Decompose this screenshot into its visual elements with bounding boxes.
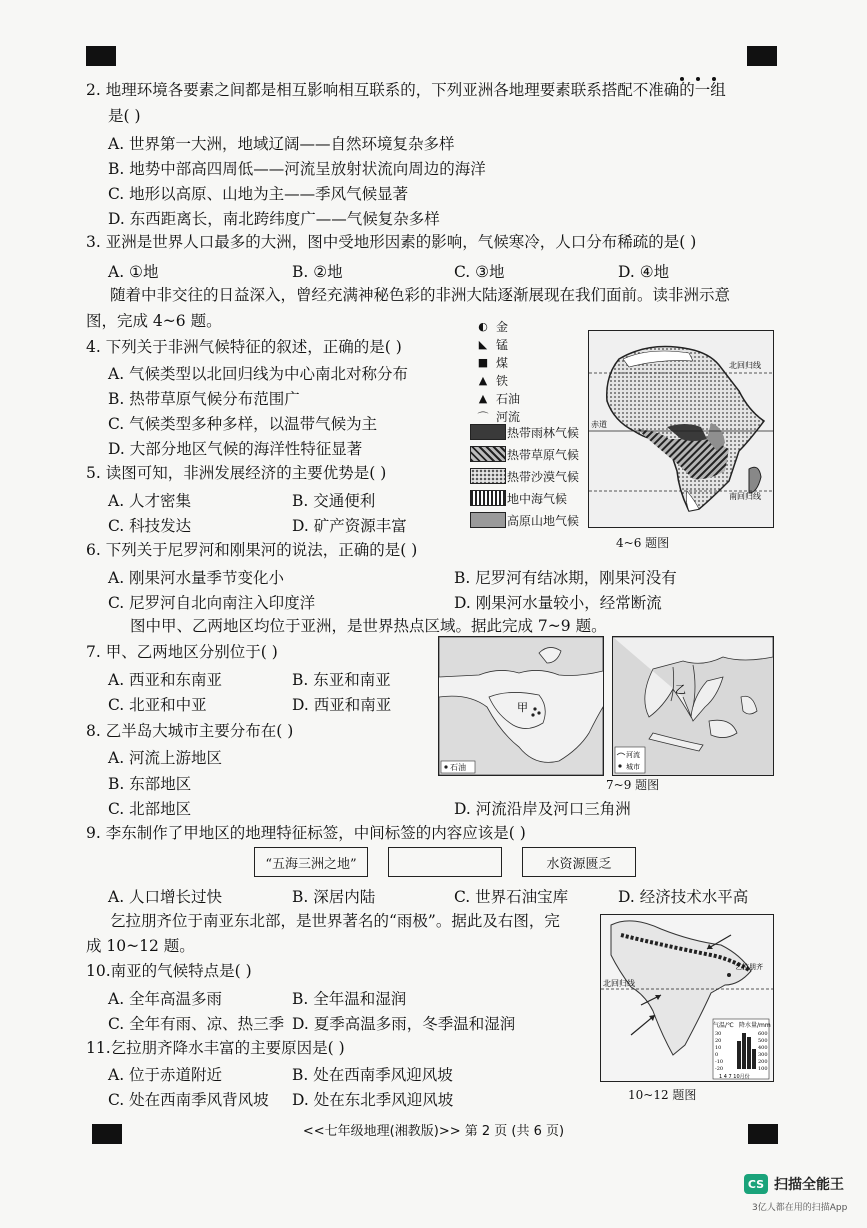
map-region-yi [612, 636, 774, 776]
chart-tick-left: 20 [715, 1038, 722, 1044]
fig-10-12-caption: 10~12 题图 [628, 1088, 697, 1102]
q3-option-a[interactable]: A. ①地 [108, 263, 159, 281]
north-tropic-label: 北回归线 [729, 361, 761, 370]
equator-label: 赤道 [591, 420, 607, 429]
q9-tag-middle-blank[interactable] [388, 847, 502, 877]
q2-option-a[interactable]: A. 世界第一大洲，地域辽阔——自然环境复杂多样 [108, 135, 455, 153]
city-legend-icon [618, 764, 621, 767]
northern-land [439, 637, 603, 677]
manganese-icon: ◣ [478, 338, 488, 351]
q9-option-a[interactable]: A. 人口增长过快 [108, 888, 223, 906]
legend-label-desert: 热带沙漠气候 [507, 470, 580, 484]
brand-name: 扫描全能王 [774, 1177, 844, 1193]
city-legend-label: 城市 [626, 763, 640, 771]
brand-logo-icon: CS [744, 1174, 768, 1194]
intro-10-12-line1: 乞拉朋齐位于南亚东北部，是世界著名的“雨极”。据此及右图，完 [110, 912, 560, 930]
chart-tick-right: 200 [758, 1059, 768, 1065]
q6-option-b[interactable]: B. 尼罗河有结冰期，刚果河没有 [454, 569, 677, 587]
q11-option-a[interactable]: A. 位于赤道附近 [108, 1066, 223, 1084]
oil-icon: ▲ [478, 392, 488, 405]
river-icon: ⌒ [477, 410, 489, 424]
q11-option-b[interactable]: B. 处在西南季风迎风坡 [292, 1066, 453, 1084]
rain-bar [737, 1041, 741, 1069]
q11-option-c[interactable]: C. 处在西南季风背风坡 [108, 1091, 269, 1109]
q9-option-d[interactable]: D. 经济技术水平高 [618, 888, 749, 906]
intro-10-12-line2: 成 10~12 题。 [86, 937, 195, 955]
q7-option-c[interactable]: C. 北亚和中亚 [108, 696, 207, 714]
legend-swatch-desert [470, 468, 506, 484]
chart-months-label: 1 4 7 10月份 [719, 1074, 750, 1080]
q5-option-a[interactable]: A. 人才密集 [108, 492, 192, 510]
q3-option-b[interactable]: B. ②地 [292, 263, 343, 281]
q2-stem-line1 [86, 80, 726, 100]
q3-option-c[interactable]: C. ③地 [454, 263, 505, 281]
q9-tag-left: “五海三洲之地” [254, 847, 368, 877]
q7-option-b[interactable]: B. 东亚和南亚 [292, 671, 391, 689]
q10-option-a[interactable]: A. 全年高温多雨 [108, 990, 223, 1008]
chart-tick-left: 30 [715, 1031, 722, 1037]
map-region-yi-drawing [613, 637, 773, 775]
chart-tick-right: 500 [758, 1038, 768, 1044]
oil-legend-icon [444, 765, 447, 768]
map-region-jia-drawing [439, 637, 603, 775]
chart-tick-right: 400 [758, 1045, 768, 1051]
chart-tick-left: -10 [715, 1059, 724, 1065]
corner-mark-top-right [747, 46, 777, 66]
island-borneo [709, 720, 737, 737]
legend-swatch-savanna [470, 446, 506, 462]
q2-option-d[interactable]: D. 东西距离长，南北跨纬度广——气候复杂多样 [108, 210, 440, 228]
legend-coal: ■ 煤 [477, 356, 509, 370]
intro-4-6-line1: 随着中非交往的日益深入，曾经充满神秘色彩的非洲大陆逐渐展现在我们面前。读非洲示意 [110, 286, 731, 304]
island-sumatra [649, 733, 703, 751]
q2-option-b[interactable]: B. 地势中部高四周低——河流呈放射状流向周边的海洋 [108, 160, 486, 178]
rain-bar [742, 1033, 746, 1069]
island-philippines [741, 696, 757, 714]
chart-rain-label: 降水量/mm [739, 1022, 771, 1029]
q9-option-c[interactable]: C. 世界石油宝库 [454, 888, 569, 906]
fig-7-9-caption: 7~9 题图 [606, 778, 660, 792]
q5-option-c[interactable]: C. 科技发达 [108, 517, 192, 535]
q8-stem: 8. 乙半岛大城市主要分布在( ) [86, 722, 294, 740]
q10-option-c[interactable]: C. 全年有雨、凉、热三季 [108, 1015, 285, 1033]
madagascar [749, 467, 761, 493]
brand-tagline: 3亿人都在用的扫描App [752, 1203, 848, 1213]
q2-stem-text: 2. 地理环境各要素之间都是相互影响相互联系的，下列亚洲各地理要素联系搭配 [86, 81, 633, 99]
q6-option-c[interactable]: C. 尼罗河自北向南注入印度洋 [108, 594, 316, 612]
legend-label-highland: 高原山地气候 [507, 514, 580, 528]
oil-legend-label: 石油 [450, 763, 466, 772]
intro-7-9: 图中甲、乙两地区均位于亚洲，是世界热点区域。据此完成 7~9 题。 [130, 617, 607, 635]
q6-option-d[interactable]: D. 刚果河水量较小，经常断流 [454, 594, 662, 612]
q10-option-d[interactable]: D. 夏季高温多雨，冬季温和湿润 [292, 1015, 516, 1033]
q8-option-c[interactable]: C. 北部地区 [108, 800, 192, 818]
q8-option-b[interactable]: B. 东部地区 [108, 775, 192, 793]
legend-label-savanna: 热带草原气候 [507, 448, 580, 462]
gold-icon: ◐ [478, 320, 488, 333]
arrowhead-icon [649, 1015, 655, 1021]
legend-label-rainforest: 热带雨林气候 [507, 426, 580, 440]
coal-icon: ■ [477, 356, 489, 369]
q2-stem-line2: 是( ) [108, 107, 141, 125]
q2-emphasis: 不准确 [632, 81, 680, 99]
emphasis-dot [680, 77, 684, 81]
q6-stem: 6. 下列关于尼罗河和刚果河的说法，正确的是( ) [86, 541, 418, 559]
chart-tick-left: -20 [715, 1066, 724, 1072]
q7-stem: 7. 甲、乙两地区分别位于( ) [86, 643, 278, 661]
label-yi: 乙 [675, 683, 686, 696]
chart-tick-right: 600 [758, 1031, 768, 1037]
page-footer: <<七年级地理(湘教版)>> 第 2 页 (共 6 页) [302, 1124, 565, 1139]
legend-swatch-rainforest [470, 424, 506, 440]
africa-map-drawing [589, 331, 773, 527]
emphasis-dot [696, 77, 700, 81]
q4-option-a[interactable]: A. 气候类型以北回归线为中心南北对称分布 [108, 365, 409, 383]
q7-option-a[interactable]: A. 西亚和东南亚 [108, 671, 223, 689]
q9-option-b[interactable]: B. 深居内陆 [292, 888, 376, 906]
q8-option-a[interactable]: A. 河流上游地区 [108, 749, 223, 767]
city-label: 乞拉朋齐 [735, 963, 763, 971]
q8-option-d[interactable]: D. 河流沿岸及河口三角洲 [454, 800, 631, 818]
q11-stem: 11.乞拉朋齐降水丰富的主要原因是( ) [86, 1039, 345, 1057]
chart-tick-right: 300 [758, 1052, 768, 1058]
corner-mark-top-left [86, 46, 116, 66]
q4-option-b[interactable]: B. 热带草原气候分布范围广 [108, 390, 300, 408]
oil-dot [531, 713, 534, 716]
q4-stem: 4. 下列关于非洲气候特征的叙述，正确的是( ) [86, 338, 402, 356]
legend-gold: ◐ 金 [476, 318, 508, 335]
chart-tick-right: 100 [758, 1066, 768, 1072]
oil-dot [533, 707, 536, 710]
city-marker-icon [727, 973, 731, 977]
q5-option-d[interactable]: D. 矿产资源丰富 [292, 517, 407, 535]
south-tropic-label: 南回归线 [729, 492, 761, 501]
africa-map-caption: 4~6 题图 [616, 536, 670, 550]
rain-bar [752, 1049, 756, 1069]
legend-swatch-mediterranean [470, 490, 506, 506]
q10-stem: 10.南亚的气候特点是( ) [86, 962, 252, 980]
q2-option-c[interactable]: C. 地形以高原、山地为主——季风气候显著 [108, 185, 409, 203]
q4-option-c[interactable]: C. 气候类型多种多样，以温带气候为主 [108, 415, 378, 433]
q4-option-d[interactable]: D. 大部分地区气候的海洋性特征显著 [108, 440, 363, 458]
intro-4-6-line2: 图，完成 4~6 题。 [86, 312, 222, 330]
rain-bar [747, 1037, 751, 1069]
q3-stem: 3. 亚洲是世界人口最多的大洲，图中受地形因素的影响，气候寒冷，人口分布稀疏的是( ) [86, 233, 697, 251]
q5-stem: 5. 读图可知，非洲发展经济的主要优势是( ) [86, 464, 387, 482]
africa-map [588, 330, 774, 528]
q11-option-d[interactable]: D. 处在东北季风迎风坡 [292, 1091, 454, 1109]
q3-option-d[interactable]: D. ④地 [618, 263, 670, 281]
scanner-brand [744, 1174, 844, 1194]
chart-tick-left: 10 [715, 1045, 722, 1051]
south-asia-map [600, 914, 774, 1082]
legend-oil: ▲ 石油 [476, 390, 520, 407]
q6-option-a[interactable]: A. 刚果河水量季节变化小 [108, 569, 285, 587]
q7-option-d[interactable]: D. 西亚和南亚 [292, 696, 392, 714]
label-jia: 甲 [517, 701, 528, 714]
legend-manganese: ◣ 锰 [476, 336, 508, 353]
oil-dot [537, 711, 540, 714]
legend-label-mediterranean: 地中海气候 [507, 492, 568, 506]
river-line [671, 667, 674, 701]
south-asia-map-drawing [601, 915, 773, 1081]
legend-swatch-highland [470, 512, 506, 528]
q9-stem: 9. 李东制作了甲地区的地理特征标签，中间标签的内容应该是( ) [86, 824, 526, 842]
q9-tag-right: 水资源匮乏 [522, 847, 636, 877]
q2-stem-tail: 的一组 [679, 81, 726, 99]
iron-icon: ▲ [478, 374, 488, 387]
emphasis-dot [712, 77, 716, 81]
river-legend-label: 河流 [626, 751, 640, 759]
map-region-jia [438, 636, 604, 776]
q10-option-b[interactable]: B. 全年温和湿润 [292, 990, 407, 1008]
legend-iron: ▲ 铁 [476, 372, 508, 389]
legend-river: ⌒ 河流 [477, 410, 521, 424]
chart-tick-left: 0 [715, 1052, 719, 1058]
chart-temp-label: 气温/℃ [713, 1022, 734, 1029]
tropic-label: 北回归线 [603, 979, 635, 988]
q5-option-b[interactable]: B. 交通便利 [292, 492, 376, 510]
